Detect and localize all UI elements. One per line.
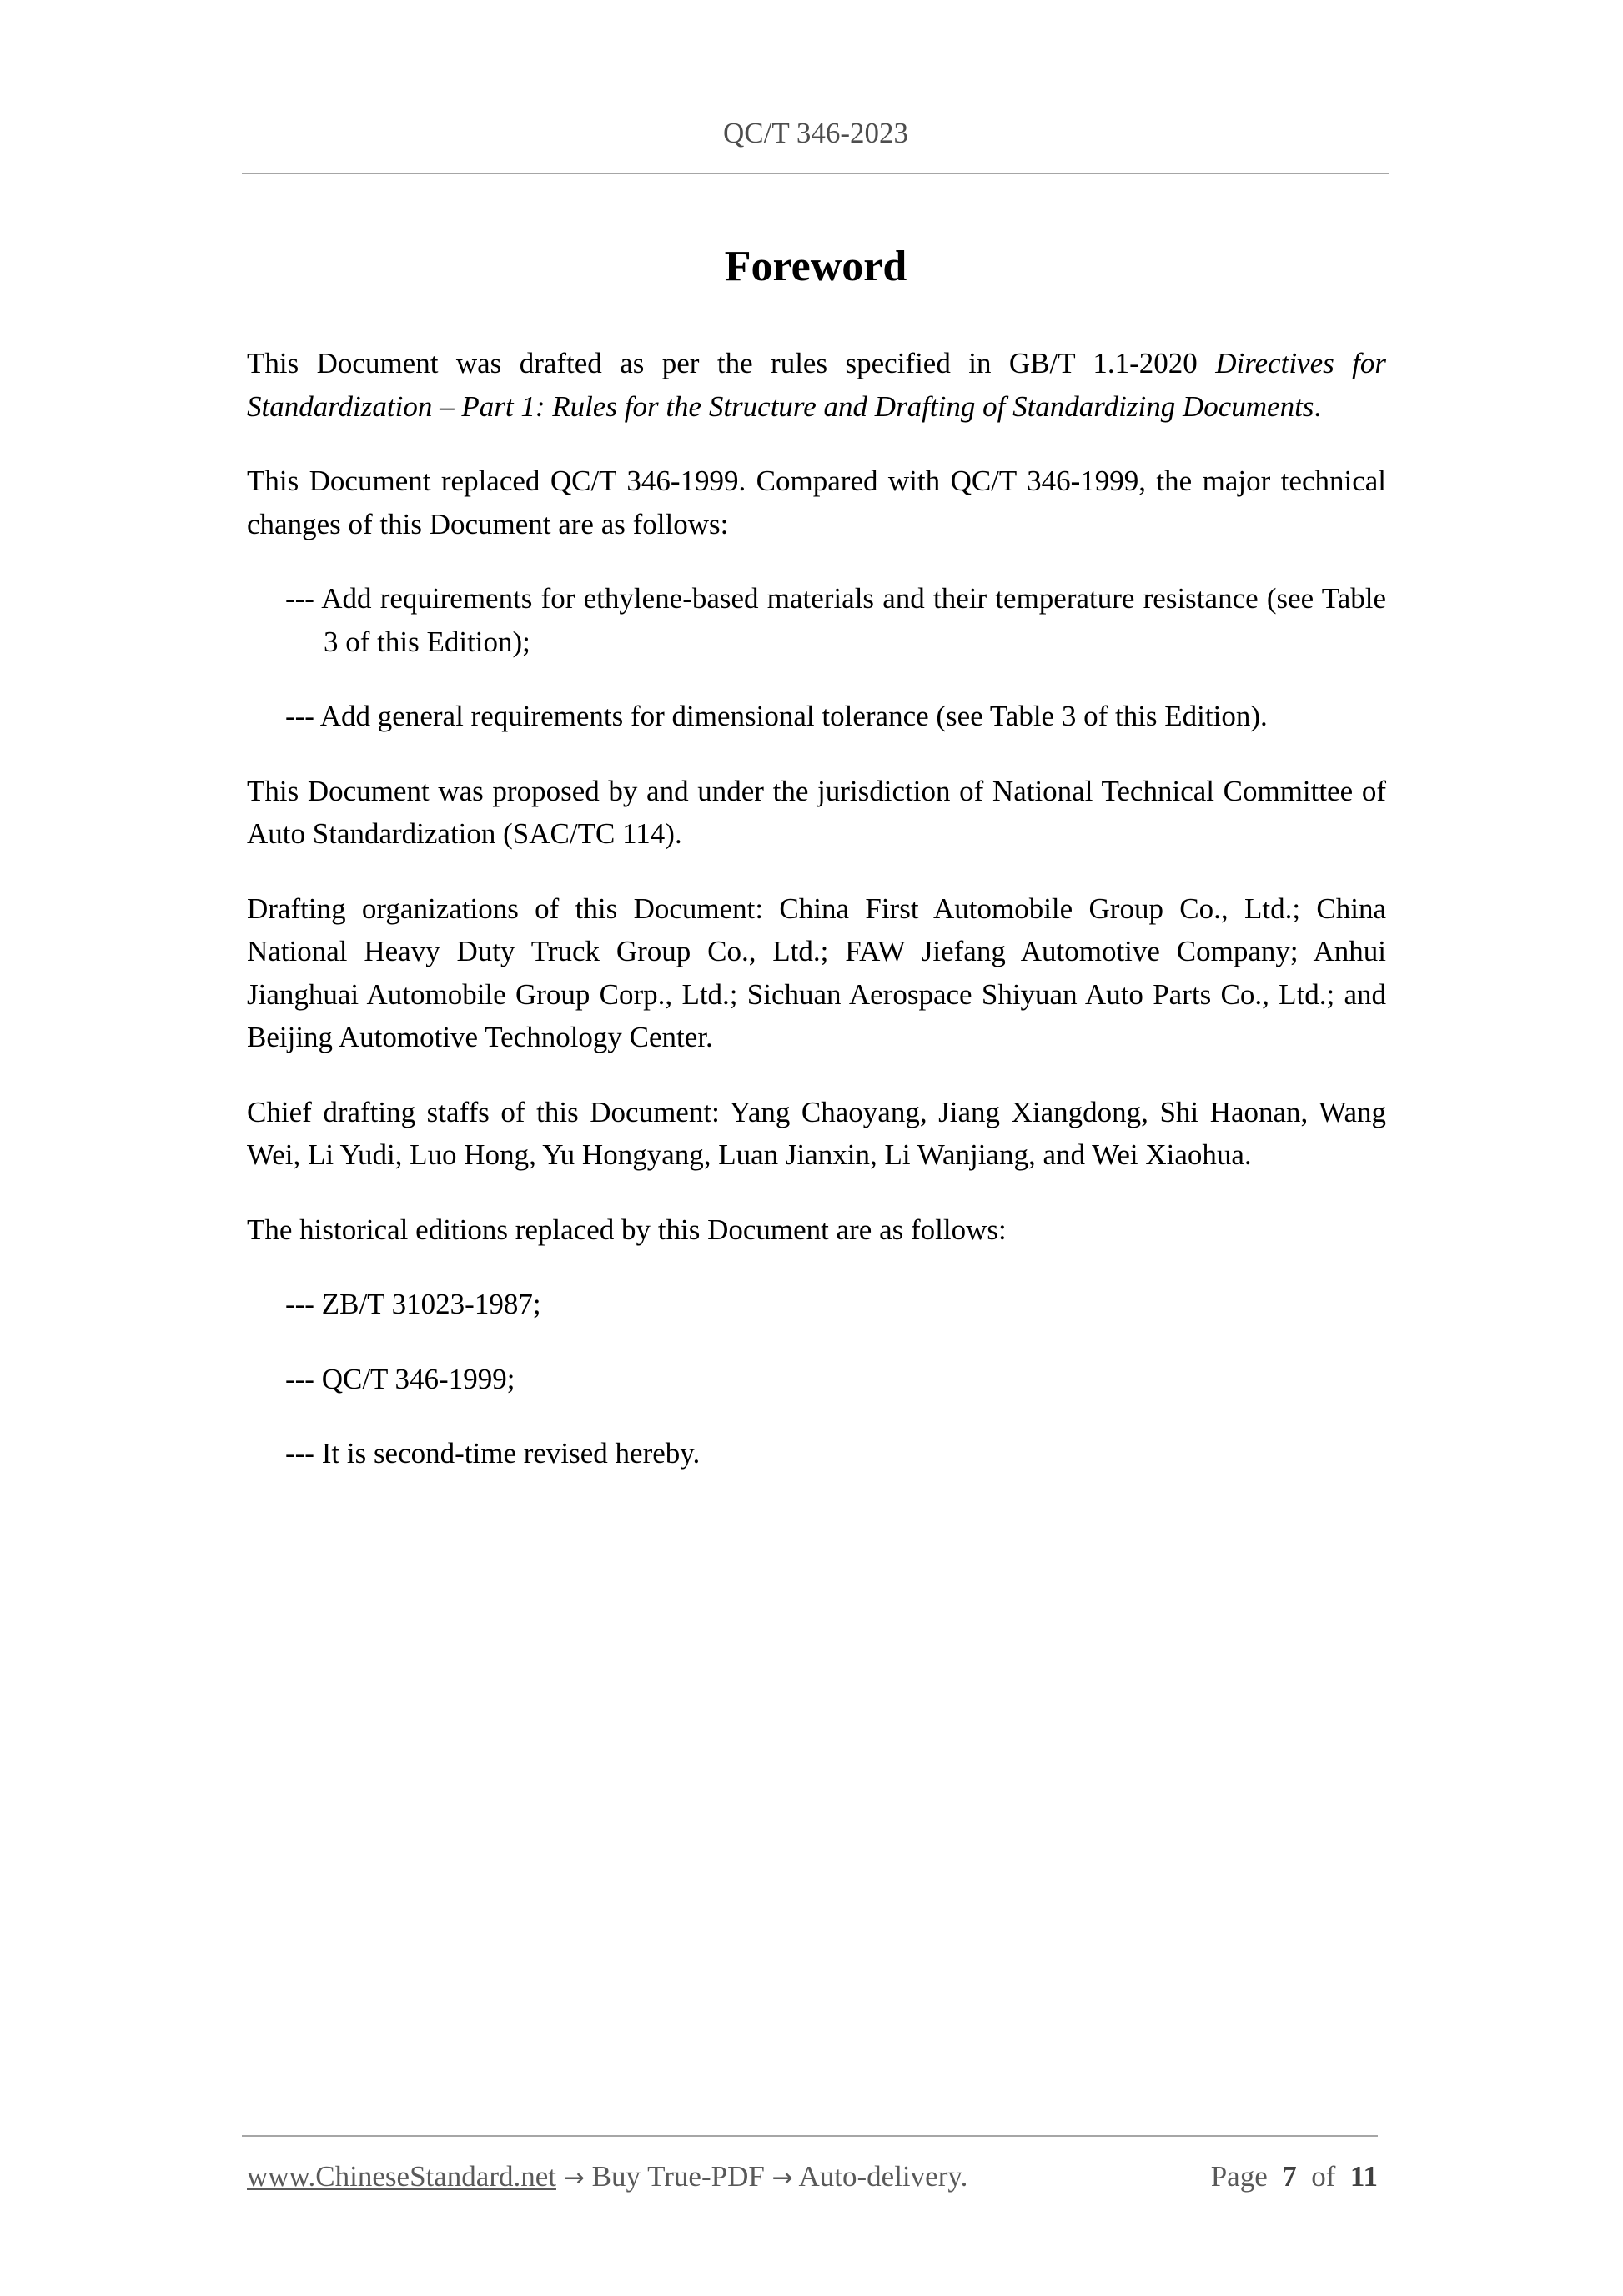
- list-item-history: --- ZB/T 31023-1987;: [285, 1288, 541, 1320]
- paragraph-drafting-organizations: Drafting organizations of this Document: China First Automobile Group Co., Ltd.; China National Heavy Duty Truck Group Co., Ltd.; FAW Jiefang Automotive Company; Anhui Jianghuai Automobile Group Corp., Ltd.; Sichuan Aerospace Shiyuan Auto Parts Co., Ltd.; and Beijing Automotive Technology Center.: [247, 892, 1386, 1053]
- arrow-right-icon: →: [771, 2163, 793, 2193]
- page-title: Foreword: [724, 243, 907, 290]
- page-number: [1211, 2157, 1378, 2197]
- page-of-label: of: [1311, 2160, 1336, 2193]
- list-item-history: --- It is second-time revised hereby.: [285, 1437, 701, 1470]
- paragraph-drafting-staffs: Chief drafting staffs of this Document: Yang Chaoyang, Jiang Xiangdong, Shi Haonan, Wang Wei, Li Yudi, Luo Hong, Yu Hongyang, Luan Jianxin, Li Wanjiang, and Wei Xiaohua.: [247, 1095, 1386, 1171]
- current-page: 7: [1282, 2160, 1297, 2193]
- drafting-rules-period: .: [1314, 389, 1322, 423]
- list-item-change: --- Add general requirements for dimensional tolerance (see Table 3 of this Edition).: [285, 700, 1268, 732]
- page-label: Page: [1210, 2160, 1268, 2193]
- footer-promo: [247, 2157, 967, 2198]
- document-body: [247, 342, 1386, 1507]
- buy-text: Buy True-PDF: [584, 2160, 772, 2193]
- paragraph-historical-editions: The historical editions replaced by this Document are as follows:: [247, 1213, 1007, 1246]
- total-pages: 11: [1349, 2160, 1378, 2193]
- delivery-text: Auto-delivery.: [792, 2160, 968, 2193]
- paragraph-replacement: This Document replaced QC/T 346-1999. Compared with QC/T 346-1999, the major technical changes of this Document are as follows:: [247, 465, 1386, 540]
- paragraph-drafting-rules: [247, 342, 1386, 428]
- list-item-history: --- QC/T 346-1999;: [285, 1362, 515, 1395]
- header-divider: [242, 173, 1389, 174]
- list-item-change: --- Add requirements for ethylene-based materials and their temperature resistance (see Table 3 of this Edition);: [285, 582, 1386, 658]
- drafting-rules-text: This Document was drafted as per the rules specified in GB/T 1.1-2020: [247, 347, 1216, 379]
- page-header: QC/T 346-2023: [723, 117, 908, 149]
- arrow-right-icon: →: [563, 2163, 585, 2193]
- paragraph-jurisdiction: This Document was proposed by and under the jurisdiction of National Technical Committee of Auto Standardization (SAC/TC 114).: [247, 774, 1386, 850]
- directives-title: Directives for Standardization – Part 1: Rules for the Structure and Drafting of Standardizing Documents: [247, 347, 1386, 423]
- footer-divider: [242, 2135, 1378, 2137]
- website-link[interactable]: www.ChineseStandard.net: [247, 2160, 556, 2193]
